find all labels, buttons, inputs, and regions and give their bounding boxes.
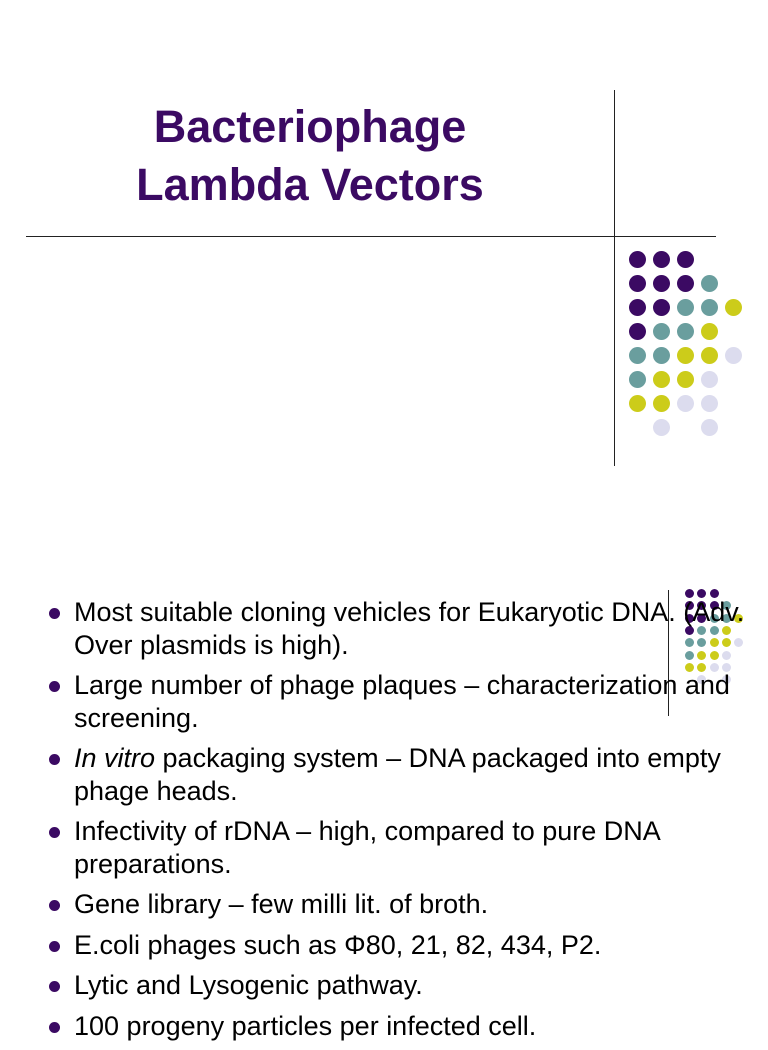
title-line-2: Lambda Vectors (136, 159, 484, 210)
bullet-item: Gene library – few milli lit. of broth. (46, 888, 746, 921)
decorative-dot (701, 275, 718, 292)
decorative-dot (701, 323, 718, 340)
decorative-dot (653, 395, 670, 412)
bullet-item: In vitro packaging system – DNA packaged into empty phage heads. (46, 742, 746, 807)
decorative-dot (653, 347, 670, 364)
decorative-dot (629, 371, 646, 388)
slide-title (60, 98, 560, 214)
decorative-dot (629, 347, 646, 364)
decorative-dot (629, 251, 646, 268)
decorative-dot (701, 299, 718, 316)
decorative-dot (653, 251, 670, 268)
bullet-item: Lytic and Lysogenic pathway. (46, 969, 746, 1002)
decorative-dot (629, 323, 646, 340)
bullet-item: E.coli phages such as Φ80, 21, 82, 434, P2. (46, 929, 746, 962)
horizontal-divider (26, 236, 716, 237)
decorative-dot (701, 419, 718, 436)
decorative-dot (677, 275, 694, 292)
bullet-item: 100 progeny particles per infected cell. (46, 1010, 746, 1043)
decorative-dot (677, 347, 694, 364)
content-slide (0, 560, 768, 1041)
decorative-dot (725, 347, 742, 364)
decorative-dot (629, 275, 646, 292)
bullet-list (46, 596, 746, 1050)
bullet-item: Most suitable cloning vehicles for Eukaryotic DNA. (Adv. Over plasmids is high). (46, 596, 746, 661)
italic-term: In vitro (74, 743, 156, 773)
decorative-dot (725, 299, 742, 316)
decorative-dot (701, 395, 718, 412)
decorative-dot (653, 371, 670, 388)
decorative-dot (677, 323, 694, 340)
decorative-dot (629, 395, 646, 412)
decorative-dot (701, 347, 718, 364)
title-slide (0, 0, 768, 520)
decorative-dot (653, 275, 670, 292)
decorative-dot (653, 299, 670, 316)
bullet-item: Large number of phage plaques – characterization and screening. (46, 669, 746, 734)
decorative-dot (629, 299, 646, 316)
decorative-dot (677, 395, 694, 412)
decorative-dot (677, 299, 694, 316)
decorative-dot (701, 371, 718, 388)
bullet-item: Infectivity of rDNA – high, compared to pure DNA preparations. (46, 815, 746, 880)
decorative-dot (653, 419, 670, 436)
decorative-dot (677, 371, 694, 388)
vertical-divider (614, 90, 615, 466)
decorative-dot (653, 323, 670, 340)
title-line-1: Bacteriophage (153, 101, 467, 152)
decorative-dot (677, 251, 694, 268)
